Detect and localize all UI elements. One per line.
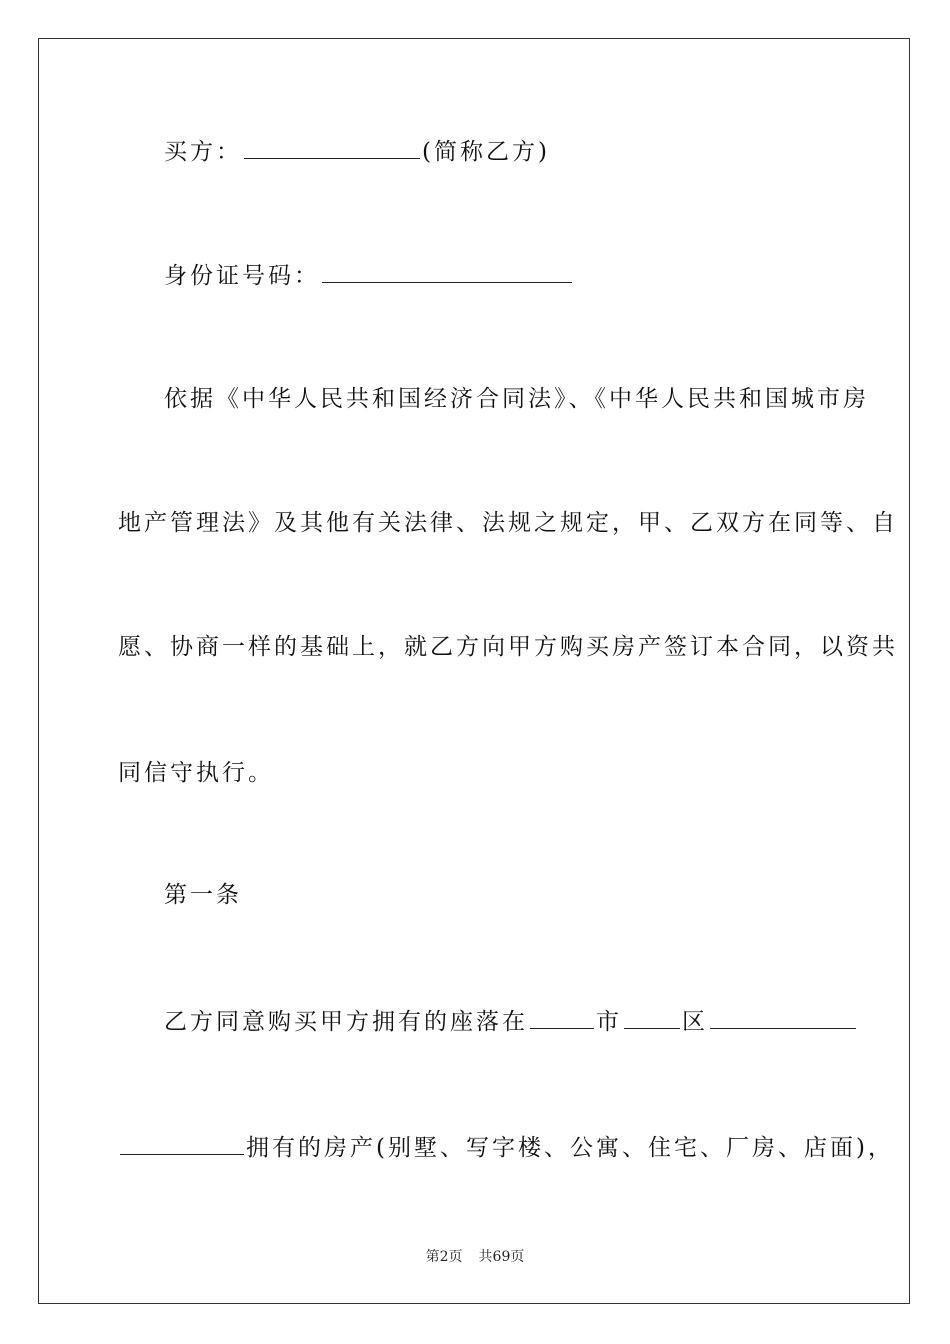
article1-line1: [164, 1006, 858, 1037]
para1-line1: 依据《中华人民共和国经济合同法》、《中华人民共和国城市房: [164, 386, 869, 412]
article1-line2-text: 拥有的房产(别墅、写字楼、公寓、住宅、厂房、店面)，: [246, 1135, 894, 1161]
id-label: 身份证号码：: [164, 263, 320, 289]
buyer-line: [164, 136, 550, 167]
para1-line4: 同信守执行。: [118, 760, 274, 786]
para1-line3: 愿、协商一样的基础上，就乙方向甲方购买房产签订本合同，以资共: [118, 634, 898, 660]
article1-line2: [118, 1132, 894, 1163]
id-number-blank: [322, 260, 572, 283]
page-number: 第2页: [425, 1249, 463, 1265]
district-blank: [624, 1006, 680, 1029]
page-total: 共69页: [478, 1249, 525, 1265]
city-label: 市: [596, 1009, 622, 1035]
page-border: [38, 38, 910, 1304]
district-label: 区: [682, 1009, 708, 1035]
buyer-suffix: (简称乙方): [422, 139, 550, 165]
article1-title: 第一条: [164, 882, 242, 908]
page-footer: [0, 1246, 950, 1266]
city-blank: [530, 1006, 594, 1029]
address-blank: [710, 1006, 856, 1029]
buyer-label: 买方：: [164, 139, 242, 165]
owner-blank: [120, 1132, 244, 1155]
id-line: [164, 260, 574, 291]
article1-line1-text: 乙方同意购买甲方拥有的座落在: [164, 1009, 528, 1035]
para1-line2: 地产管理法》及其他有关法律、法规之规定，甲、乙双方在同等、自: [118, 510, 898, 536]
buyer-name-blank: [244, 136, 420, 159]
